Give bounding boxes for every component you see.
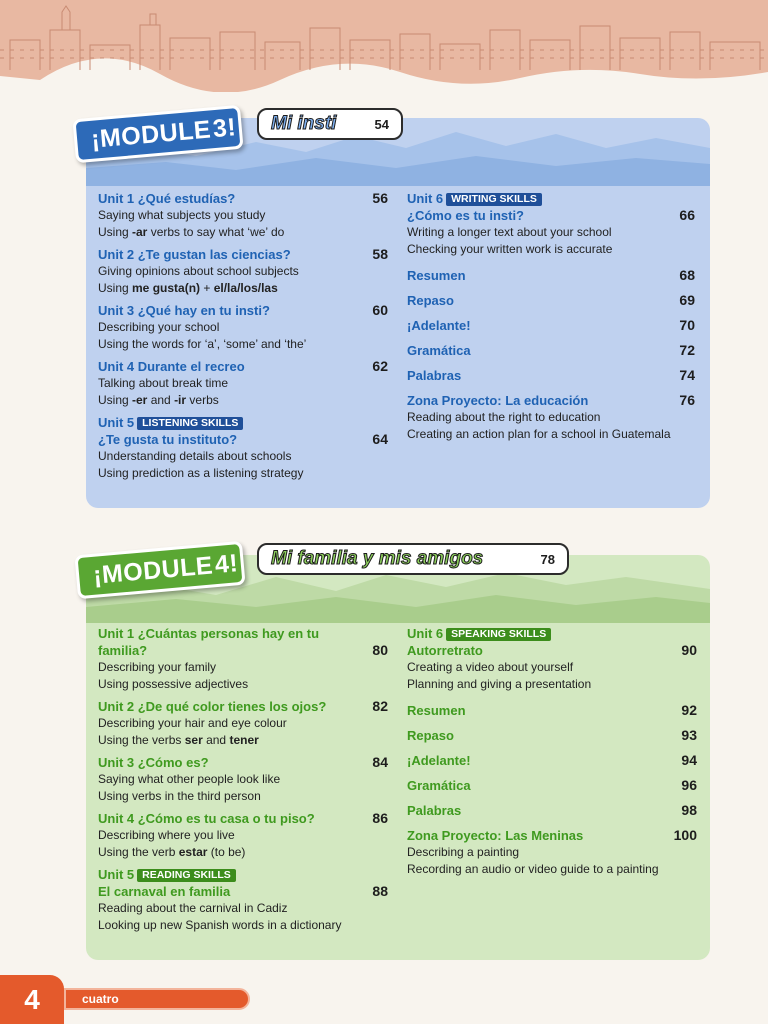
module-4-title-pill (257, 543, 569, 575)
toc-simple-row (407, 777, 697, 794)
simple-page-number: 70 (679, 317, 695, 333)
entry-unit-line (407, 625, 697, 642)
simple-page-number: 96 (681, 777, 697, 793)
entry-description: Understanding details about schools (98, 449, 292, 463)
module-3-left-column (98, 190, 388, 487)
module-4-left-column (98, 625, 388, 939)
entry-title-text: Unit 4 Durante el recreo (98, 359, 245, 374)
badge-number: 4! (213, 548, 240, 579)
toc-entry (98, 810, 388, 861)
module-3-right-column (407, 190, 695, 448)
toc-entry (98, 358, 388, 409)
entry-description: Planning and giving a presentation (407, 677, 592, 691)
simple-label: ¡Adelante! (407, 753, 471, 768)
entry-title (98, 883, 388, 900)
module-4-page: 78 (540, 551, 555, 567)
entry-unit-label: Unit 5 (98, 867, 135, 882)
toc-entry-skills (407, 625, 697, 693)
entry-title-text: Unit 3 ¿Cómo es? (98, 755, 209, 770)
page-number-tab (0, 975, 64, 1024)
entry-title-text: Autorretrato (407, 643, 483, 658)
simple-label: Palabras (407, 368, 462, 383)
entry-unit-label: Unit 6 (407, 626, 444, 641)
entry-unit-line (407, 190, 695, 207)
simple-page-number: 72 (679, 342, 695, 358)
skill-badge: LISTENING SKILLS (137, 417, 243, 430)
toc-simple-row (407, 702, 697, 719)
entry-description: Describing your school (98, 320, 220, 334)
entry-title (98, 698, 388, 715)
entry-page-number: 60 (372, 302, 388, 318)
entry-title-text: Unit 4 ¿Cómo es tu casa o tu piso? (98, 811, 315, 826)
module-3-title-pill (257, 108, 403, 140)
simple-label: Gramática (407, 778, 471, 793)
toc-simple-row (407, 802, 697, 819)
simple-label: Repaso (407, 728, 454, 743)
entry-page-number: 100 (673, 827, 697, 843)
toc-entry (98, 698, 388, 749)
entry-unit-line (98, 414, 388, 431)
toc-entry (98, 302, 388, 353)
entry-title-text: Unit 1 ¿Cuántas personas hay en tu (98, 626, 320, 641)
entry-title-text: Unit 3 ¿Qué hay en tu insti? (98, 303, 270, 318)
entry-title (98, 625, 388, 642)
entry-unit-label: Unit 6 (407, 191, 444, 206)
entry-title-text: ¿Te gusta tu instituto? (98, 432, 238, 447)
toc-entry (407, 827, 697, 878)
toc-entry (98, 246, 388, 297)
entry-title (407, 642, 697, 659)
entry-description: Using possessive adjectives (98, 677, 249, 691)
module-4-right-column (407, 625, 697, 883)
entry-description: Checking your written work is accurate (407, 242, 613, 256)
entry-title-text: Zona Proyecto: La educación (407, 393, 589, 408)
entry-description: Giving opinions about school subjects (98, 264, 299, 278)
entry-description: Describing your hair and eye colour (98, 716, 287, 730)
entry-description: Describing where you live (98, 828, 235, 842)
entry-description: Using the verbs ser and tener (98, 733, 259, 747)
entry-description: Using me gusta(n) + el/la/los/las (98, 281, 278, 295)
toc-simple-row (407, 267, 695, 284)
entry-title-text: ¿Cómo es tu insti? (407, 208, 524, 223)
skill-badge: READING SKILLS (137, 869, 236, 882)
entry-title (98, 810, 388, 827)
simple-page-number: 68 (679, 267, 695, 283)
entry-title-text: Unit 2 ¿Te gustan las ciencias? (98, 247, 291, 262)
page-word: cuatro (82, 992, 119, 1006)
entry-title (98, 358, 388, 375)
entry-description: Using -er and -ir verbs (98, 393, 219, 407)
simple-page-number: 93 (681, 727, 697, 743)
entry-description: Saying what other people look like (98, 772, 281, 786)
simple-page-number: 74 (679, 367, 695, 383)
toc-simple-row (407, 292, 695, 309)
entry-page-number: 84 (372, 754, 388, 770)
entry-description: Using verbs in the third person (98, 789, 261, 803)
toc-entry-skills (98, 866, 388, 934)
module-3-page: 54 (374, 116, 389, 132)
entry-title-text: Unit 1 ¿Qué estudías? (98, 191, 236, 206)
badge-number: 3! (211, 112, 238, 143)
entry-title-continued (98, 642, 388, 659)
toc-simple-row (407, 752, 697, 769)
toc-entry-skills (407, 190, 695, 258)
page-word-bar (64, 988, 250, 1010)
simple-label: Resumen (407, 268, 466, 283)
entry-page-number: 90 (681, 642, 697, 658)
skill-badge: SPEAKING SKILLS (446, 628, 551, 641)
entry-title (407, 827, 697, 844)
entry-title (407, 392, 695, 409)
entry-page-number: 76 (679, 392, 695, 408)
simple-page-number: 92 (681, 702, 697, 718)
entry-page-number: 62 (372, 358, 388, 374)
page-number: 4 (24, 983, 40, 1015)
toc-entry-skills (98, 414, 388, 482)
entry-description: Talking about break time (98, 376, 229, 390)
cityscape-illustration (0, 0, 768, 92)
entry-description: Reading about the carnival in Cadiz (98, 901, 288, 915)
entry-description: Using -ar verbs to say what ‘we’ do (98, 225, 285, 239)
entry-page-number: 66 (679, 207, 695, 223)
entry-title (98, 190, 388, 207)
entry-description: Reading about the right to education (407, 410, 601, 424)
toc-entry (98, 754, 388, 805)
simple-page-number: 98 (681, 802, 697, 818)
toc-simple-row (407, 342, 695, 359)
entry-title-text: El carnaval en familia (98, 884, 231, 899)
simple-label: Palabras (407, 803, 462, 818)
toc-simple-row (407, 727, 697, 744)
module-4-title: Mi familia y mis amigos (271, 548, 484, 569)
skill-badge: WRITING SKILLS (446, 193, 542, 206)
entry-description: Recording an audio or video guide to a painting (407, 862, 659, 876)
entry-description: Creating a video about yourself (407, 660, 574, 674)
entry-description: Describing a painting (407, 845, 520, 859)
entry-page-number: 58 (372, 246, 388, 262)
toc-entry (98, 625, 388, 693)
toc-simple-row (407, 317, 695, 334)
entry-title (98, 302, 388, 319)
entry-description: Describing your family (98, 660, 217, 674)
entry-description: Using the verb estar (to be) (98, 845, 246, 859)
entry-page-number: 80 (372, 642, 388, 658)
entry-page-number: 64 (372, 431, 388, 447)
entry-page-number: 56 (372, 190, 388, 206)
entry-description: Creating an action plan for a school in Guatemala (407, 427, 671, 441)
entry-title (98, 431, 388, 448)
simple-label: ¡Adelante! (407, 318, 471, 333)
simple-label: Gramática (407, 343, 471, 358)
simple-label: Repaso (407, 293, 454, 308)
toc-simple-row (407, 367, 695, 384)
entry-title-text: Unit 2 ¿De qué color tienes los ojos? (98, 699, 327, 714)
entry-unit-label: Unit 5 (98, 415, 135, 430)
entry-title (407, 207, 695, 224)
entry-description: Looking up new Spanish words in a dictionary (98, 918, 342, 932)
entry-description: Writing a longer text about your school (407, 225, 612, 239)
simple-page-number: 69 (679, 292, 695, 308)
entry-title-text: Zona Proyecto: Las Meninas (407, 828, 584, 843)
module-3-title: Mi insti (271, 113, 337, 134)
entry-page-number: 82 (372, 698, 388, 714)
simple-label: Resumen (407, 703, 466, 718)
toc-entry (98, 190, 388, 241)
entry-page-number: 86 (372, 810, 388, 826)
badge-label: ¡MODULE (91, 550, 215, 590)
entry-title (98, 246, 388, 263)
entry-description: Using prediction as a listening strategy (98, 466, 304, 480)
entry-description: Using the words for ‘a’, ‘some’ and ‘the’ (98, 337, 307, 351)
entry-title (98, 754, 388, 771)
badge-label: ¡MODULE (89, 114, 213, 154)
header-cityscape-band (0, 0, 768, 92)
entry-page-number: 88 (372, 883, 388, 899)
entry-unit-line (98, 866, 388, 883)
toc-entry (407, 392, 695, 443)
entry-title-text: familia? (98, 643, 148, 658)
simple-page-number: 94 (681, 752, 697, 768)
entry-description: Saying what subjects you study (98, 208, 266, 222)
